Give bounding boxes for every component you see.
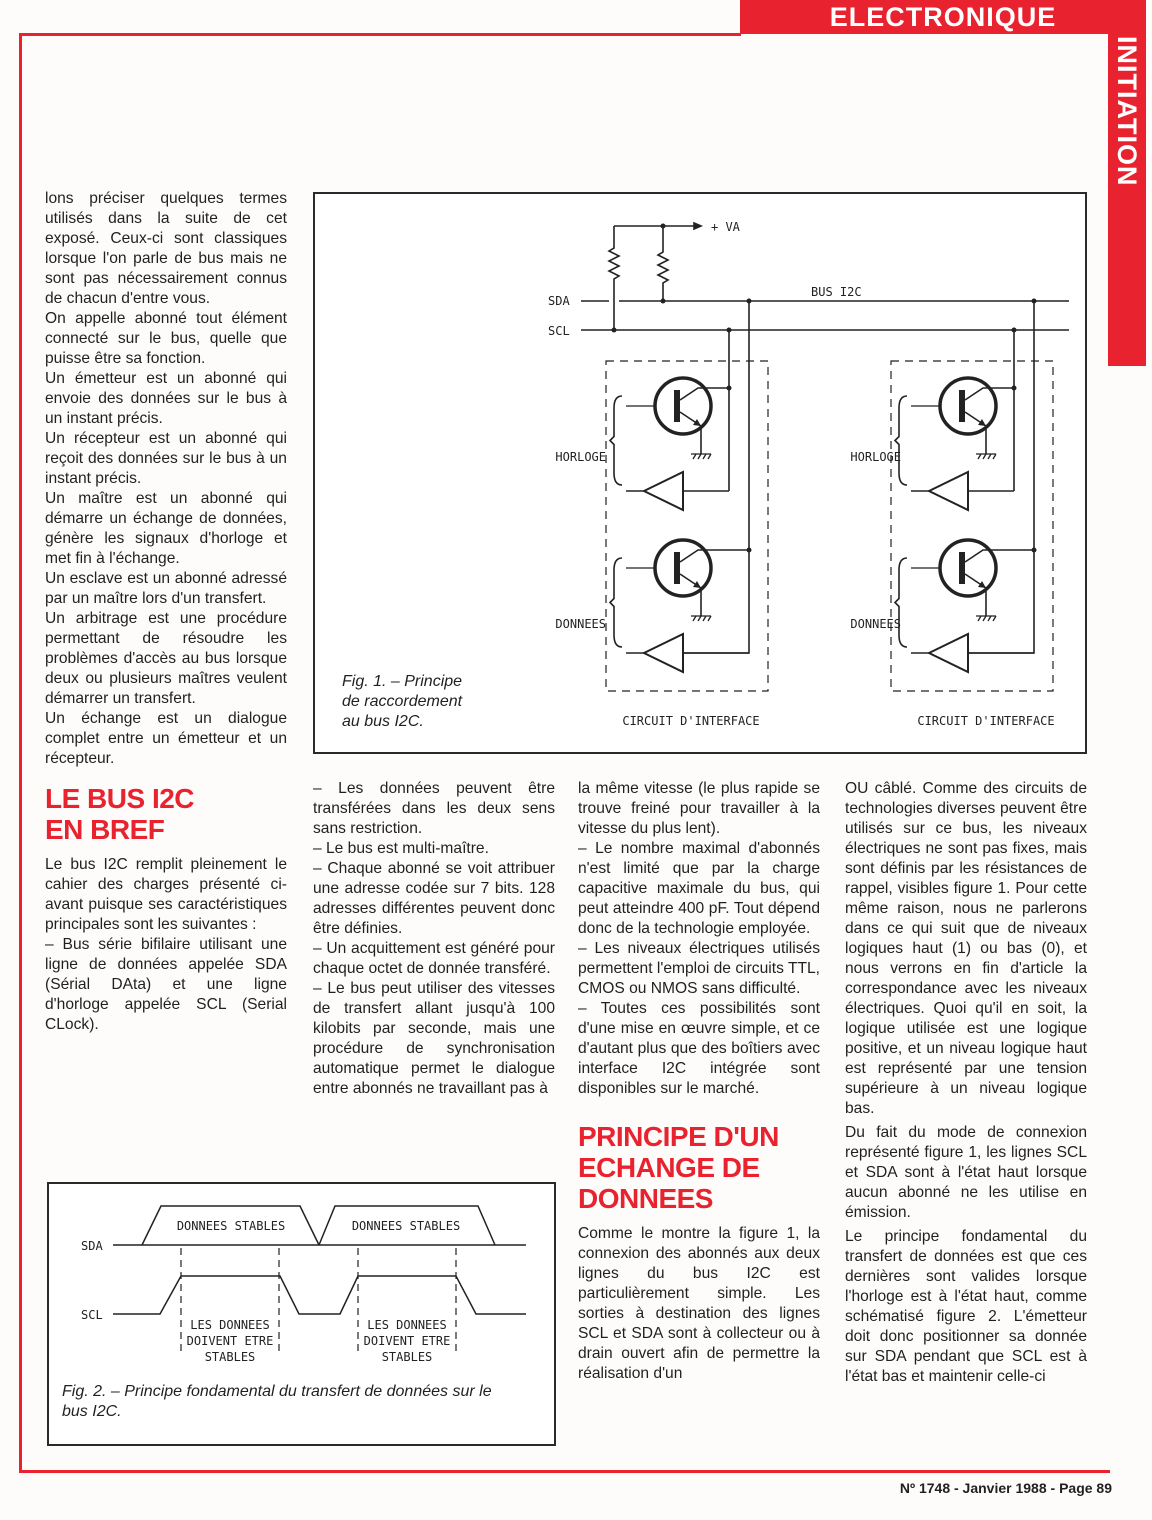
data-transistor-leads — [680, 550, 749, 616]
clock-transistor-base — [959, 390, 965, 422]
figure-2 — [47, 1182, 556, 1446]
data-brace-icon — [610, 558, 622, 647]
figure-1 — [313, 192, 1087, 754]
figure-2-caption — [62, 1382, 547, 1422]
data-ground-icon — [691, 616, 711, 621]
bus-taps — [683, 301, 749, 653]
sda-junction — [747, 299, 752, 304]
bus-label: BUS I2C — [811, 285, 862, 299]
supply-label: + VA — [711, 220, 740, 234]
clock-brace-icon — [610, 396, 622, 485]
list-item: – Le nombre maximal d'abonnés n'est limité que par la charge capacitive maximale du bus, qui peut atteindre 400 pF. Tout dépend donc de la technologie employée. — [578, 840, 820, 937]
caption-line: bus I2C. — [62, 1403, 122, 1420]
clock-transistor-leads — [680, 388, 729, 454]
data-junction — [747, 548, 752, 553]
scl-pullup-resistor — [609, 226, 619, 330]
data-junction — [1032, 548, 1037, 553]
interface-boundary — [606, 361, 768, 691]
paragraph: Un récepteur est un abonné qui reçoit des données sur le bus à un instant précis. — [45, 430, 287, 487]
data-brace-icon — [895, 558, 907, 647]
interface-label-1: CIRCUIT D'INTERFACE — [622, 714, 760, 728]
data-label-1: DONNEES — [555, 617, 606, 631]
list-item: – Le bus peut utiliser des vitesses de transfert allant jusqu'à 100 kilobits par seconde, mais une procédure de synchronisation automatique permet le dialogue entre abonnés ne travaillant pas à — [313, 980, 555, 1097]
data-transistor-icon — [940, 540, 996, 596]
scl-junction — [727, 328, 732, 333]
clock-buffer-icon — [929, 472, 968, 510]
side-tab-label: INITIATION — [1112, 36, 1142, 187]
list-item: – Chaque abonné se voit attribuer une adresse codée sur 7 bits. 128 adresses différentes peuvent donc être définies. — [313, 860, 555, 937]
page-frame-top — [19, 33, 741, 36]
clock-emitter-arrow-icon — [693, 419, 701, 426]
paragraph: Le bus I2C remplit pleinement le cahier des charges présenté ci-avant puisque ses caractéristiques principales sont les suivantes : — [45, 856, 287, 933]
caption-line: Fig. 2. – Principe fondamental du transfert de données sur le — [62, 1383, 492, 1400]
paragraph: Un échange est un dialogue complet entre un émetteur et un récepteur. — [45, 710, 287, 767]
stable-label-2: DONNEES STABLES — [351, 1219, 461, 1233]
list-item: – Le bus est multi-maître. — [313, 840, 489, 857]
clock-transistor-icon — [655, 378, 711, 434]
bus-taps — [968, 301, 1034, 653]
note-line: DOIVENT ETRE — [186, 1334, 274, 1348]
scl-label: SCL — [548, 324, 570, 338]
data-buffer-icon — [929, 634, 968, 672]
list-item: – Un acquittement est généré pour chaque octet de donnée transféré. — [313, 940, 555, 977]
note-line: STABLES — [204, 1350, 256, 1364]
data-buffer-icon — [644, 634, 683, 672]
sda-pullup-resistor — [658, 226, 668, 301]
clock-label-1: HORLOGE — [555, 450, 606, 464]
sda-label: SDA — [81, 1239, 103, 1253]
list-item: – Toutes ces possibilités sont d'une mise en œuvre simple, et ce d'autant plus que des boîtiers avec interface I2C intégrée sont disponibles sur le marché. — [578, 1000, 820, 1097]
data-transistor-icon — [655, 540, 711, 596]
section-title: ELECTRONIQUE — [829, 2, 1057, 32]
paragraph: OU câblé. Comme des circuits de technologies diverses peuvent être utilisés sur ce bus, les niveaux électriques ne sont pas fixes, mais sont définis par les résistances de rappel, visibles figure 1. Pour cette même raison, nous ne parlerons dans ce qui suit que de niveaux logiques haut (1) ou bas (0), et nous verrons en fin d'article la correspondance avec les niveaux électriques. Quoi qu'il en soit, la logique utilisée est une logique positive, et un niveau logique haut est représenté par une tension supérieure à un niveau logique bas. — [845, 780, 1087, 1117]
column-2 — [313, 779, 555, 1099]
note-line: STABLES — [381, 1350, 433, 1364]
data-transistor-base — [674, 552, 680, 584]
sda-label: SDA — [548, 294, 570, 308]
page-frame-bottom — [19, 1470, 1110, 1473]
column-1 — [45, 189, 287, 1035]
section-header — [740, 0, 1146, 34]
interface-label-2: CIRCUIT D'INTERFACE — [917, 714, 1055, 728]
column-3 — [578, 779, 820, 1384]
page-footer: Nº 1748 - Janvier 1988 - Page 89 — [899, 1480, 1112, 1496]
data-emitter-arrow-icon — [693, 581, 701, 588]
data-transistor-leads — [965, 550, 1034, 616]
interface-boundary — [891, 361, 1053, 691]
clock-buffer-icon — [644, 472, 683, 510]
clock-label-2: HORLOGE — [850, 450, 901, 464]
section-heading: PRINCIPE D'UN ECHANGE DE DONNEES — [578, 1121, 779, 1214]
data-emitter-arrow-icon — [978, 581, 986, 588]
caption-line: au bus I2C. — [342, 713, 424, 730]
list-item: – Les niveaux électriques utilisés permettent l'emploi de circuits TTL, CMOS ou NMOS sans difficulté. — [578, 940, 820, 997]
paragraph: Un arbitrage est une procédure permettant de résoudre les problèmes d'accès au bus lorsque deux ou plusieurs maîtres veulent démarrer un transfert. — [45, 610, 287, 707]
clock-transistor-base — [674, 390, 680, 422]
clock-brace-icon — [895, 396, 907, 485]
note-line: DOIVENT ETRE — [363, 1334, 451, 1348]
paragraph: lons préciser quelques termes utilisés dans la suite de cet exposé. Ceux-ci sont classiques lorsque l'on parle de bus mais ne sont pas nécessairement connus de chacun d'entre vous. — [45, 190, 287, 307]
clock-ground-icon — [691, 454, 711, 459]
data-ground-icon — [976, 616, 996, 621]
paragraph: Du fait du mode de connexion représenté figure 1, les lignes SCL et SDA sont à l'état haut lorsque aucun abonné ne les utilise en émission. — [845, 1124, 1087, 1221]
data-transistor-base — [959, 552, 965, 584]
column-4 — [845, 779, 1087, 1387]
clock-emitter-arrow-icon — [978, 419, 986, 426]
scl-label: SCL — [81, 1308, 103, 1322]
note-line: LES DONNEES — [190, 1318, 270, 1332]
paragraph: Comme le montre la figure 1, la connexion des abonnés aux deux lignes du bus I2C est particulièrement simple. Les sorties à destination des lignes SCL et SDA sont à collecteur ou à drain ouvert afin de permettre la réalisation d'un — [578, 1225, 820, 1382]
paragraph: Le principe fondamental du transfert de données est que ces dernières sont valides lorsque l'horloge est à l'état haut, comme schématisé figure 2. L'émetteur doit donc positionner sa donnée sur SDA pendant que SCL est à l'état bas et maintenir celle-ci — [845, 1228, 1087, 1385]
page-frame-left — [19, 33, 22, 1473]
paragraph: Un esclave est un abonné adressé par un maître lors d'un transfert. — [45, 570, 287, 607]
section-heading: LE BUS I2C EN BREF — [45, 783, 195, 845]
clock-transistor-icon — [940, 378, 996, 434]
list-item: la même vitesse (le plus rapide se trouve freiné pour travailler à la vitesse du plus lent). — [578, 780, 820, 837]
scl-junction — [1012, 328, 1017, 333]
clock-transistor-leads — [965, 388, 1014, 454]
paragraph: On appelle abonné tout élément connecté sur le bus, quelle que puisse être sa fonction. — [45, 310, 287, 367]
paragraph: Un maître est un abonné qui démarre un échange de données, génère les signaux d'horloge et met fin à l'échange. — [45, 490, 287, 567]
figure-1-schematic — [315, 194, 1085, 752]
caption-line: de raccordement — [342, 693, 463, 710]
clock-junction — [727, 386, 732, 391]
interface-circuit-1 — [606, 299, 768, 692]
list-item: – Les données peuvent être transférées dans les deux sens sans restriction. — [313, 780, 555, 837]
paragraph: Un émetteur est un abonné qui envoie des données sur le bus à un instant précis. — [45, 370, 287, 427]
paragraph: – Bus série bifilaire utilisant une ligne de données appelée SDA (Sérial DAta) et une ligne d'horloge appelée SCL (Serial CLock). — [45, 936, 287, 1033]
data-label-2: DONNEES — [850, 617, 901, 631]
figure-1-caption — [342, 672, 462, 732]
supply-arrow-icon — [694, 223, 701, 229]
clock-ground-icon — [976, 454, 996, 459]
note-line: LES DONNEES — [367, 1318, 447, 1332]
stable-label-1: DONNEES STABLES — [176, 1219, 286, 1233]
sda-junction — [1032, 299, 1037, 304]
scl-waveform — [113, 1276, 526, 1314]
clock-junction — [1012, 386, 1017, 391]
interface-circuit-2 — [891, 299, 1053, 692]
caption-line: Fig. 1. – Principe — [342, 673, 463, 690]
